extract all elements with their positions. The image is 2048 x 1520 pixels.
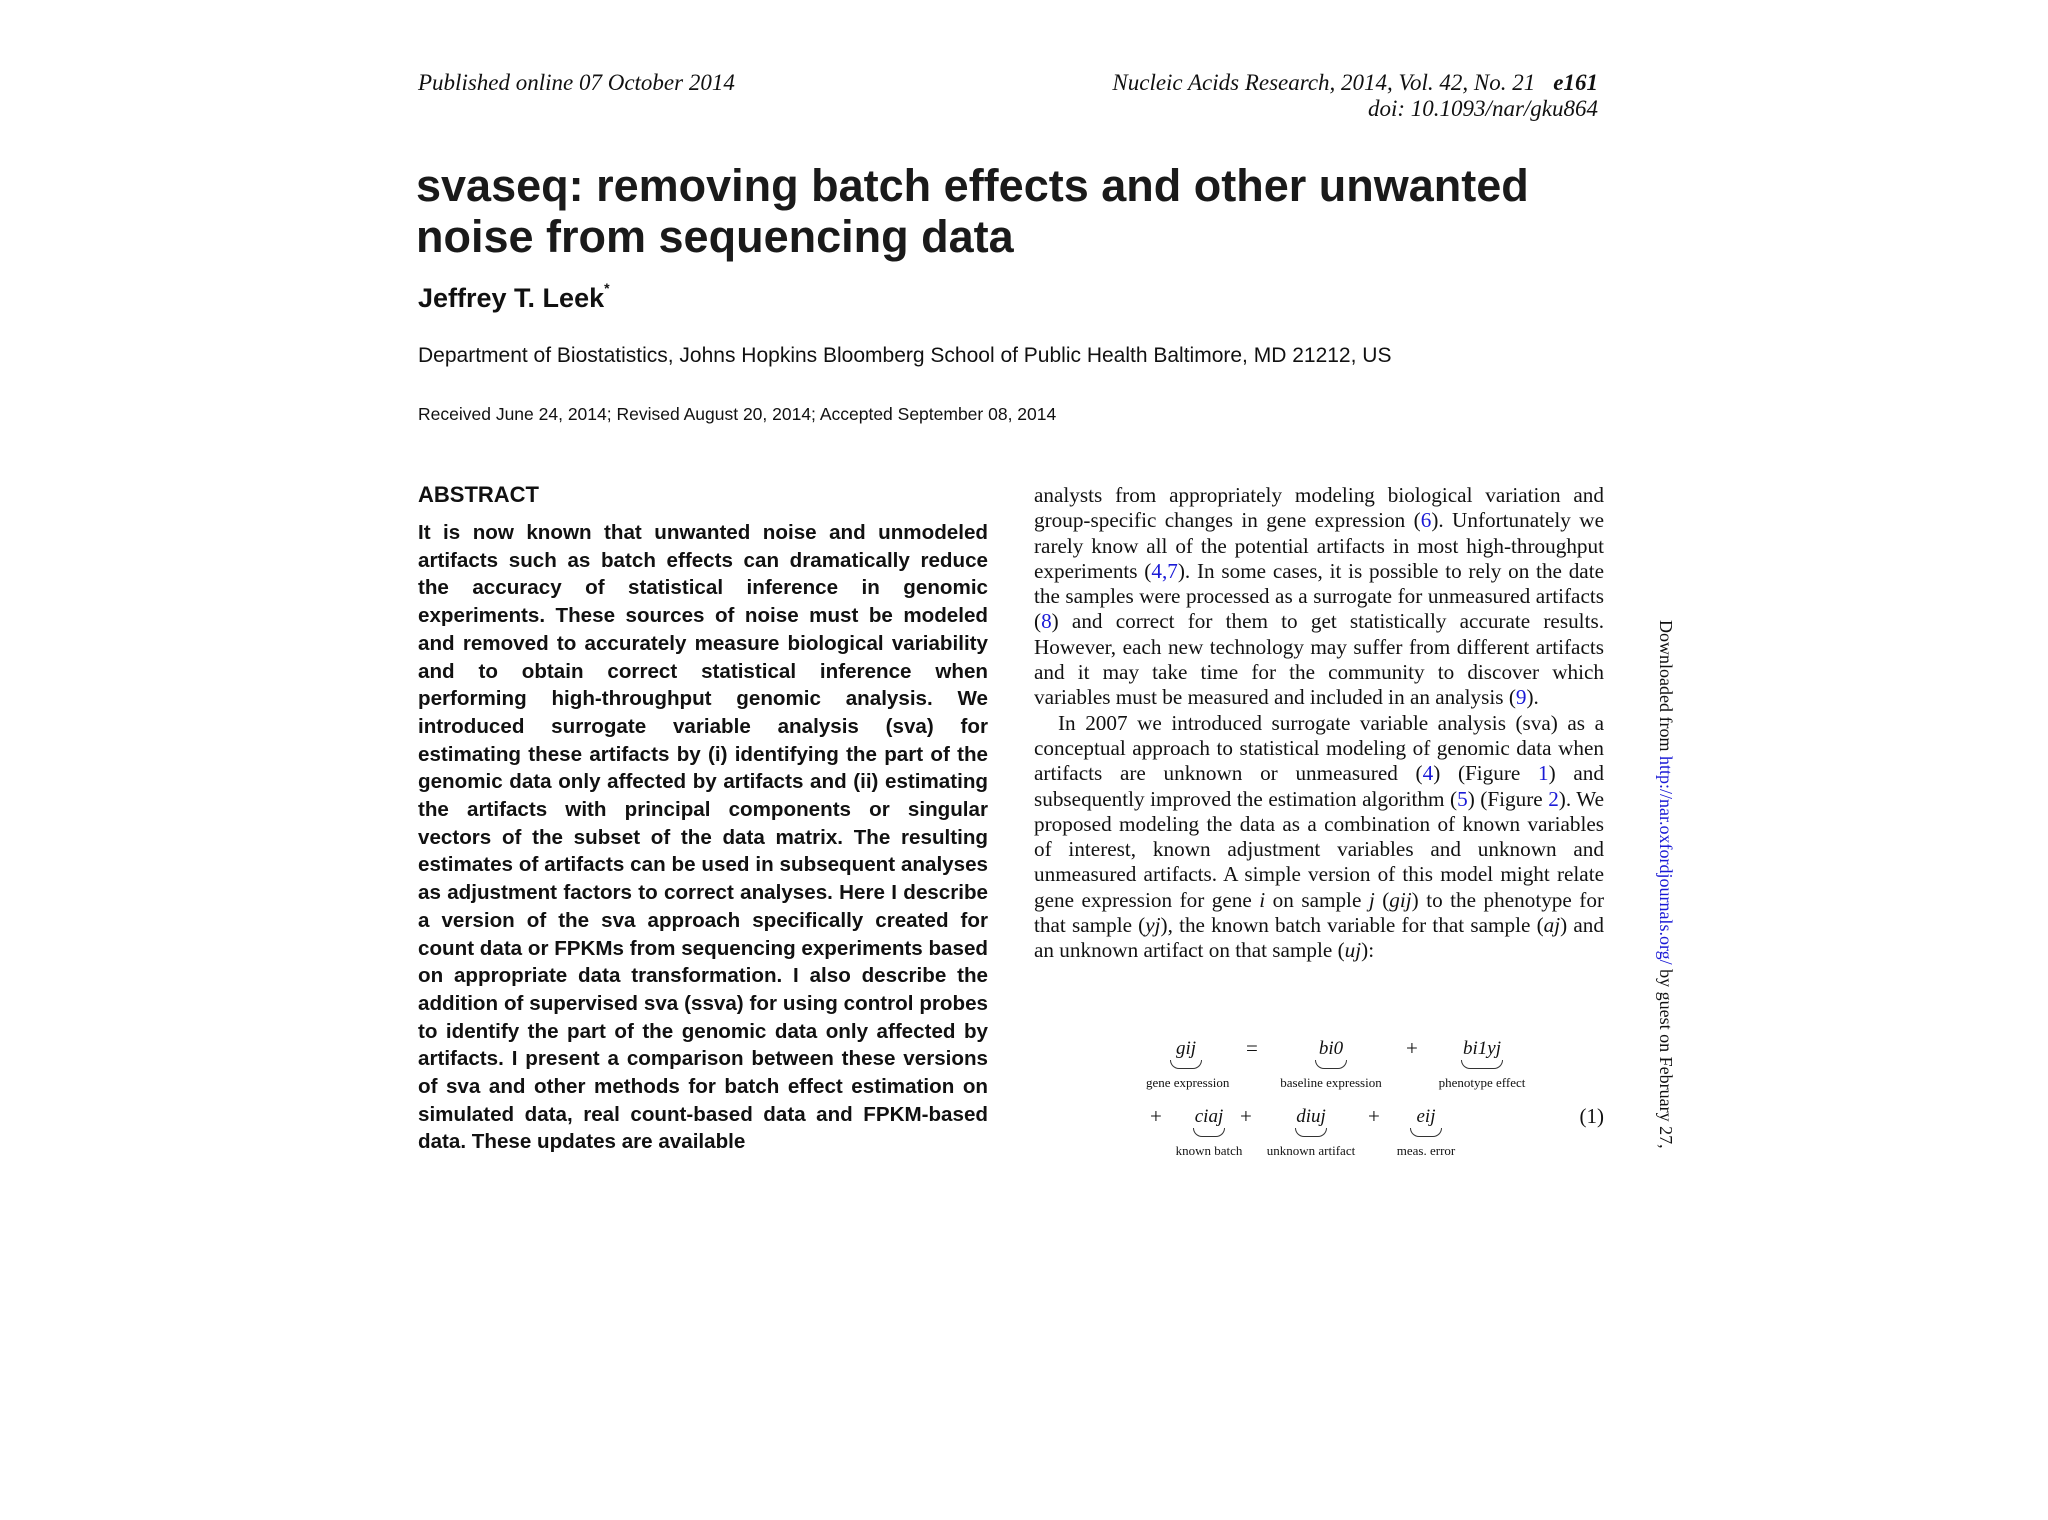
reference-link[interactable]: 4: [1422, 761, 1434, 786]
introduction-column: [1034, 483, 1604, 964]
figure-link[interactable]: 2: [1548, 786, 1559, 811]
underbrace: [1315, 1060, 1347, 1069]
plus-sign: +: [1406, 1036, 1418, 1060]
equation-term: [1266, 1038, 1396, 1091]
equation-symbol: diuj: [1296, 1106, 1326, 1127]
doi: doi: 10.1093/nar/gku864: [1368, 96, 1598, 121]
plus-sign: +: [1240, 1104, 1252, 1128]
equation-term: [1256, 1106, 1366, 1159]
equation-term: [1384, 1106, 1468, 1159]
equation-term: [1146, 1038, 1230, 1091]
equation-number: (1): [1579, 1104, 1604, 1128]
reference-link[interactable]: 6: [1420, 508, 1432, 533]
abstract-text: It is now known that unwanted noise and unmodeled artifacts such as batch effects can dramatically reduce the accuracy of statistical inference in genomic experiments. These sources of noise must be modeled and removed to accurately measure biological variability and to obtain correct statistical inference when performing high-throughput genomic analysis. We introduced surrogate variable analysis (sva) for estimating these artifacts by (i) identifying the part of the genomic data only affected by artifacts and (ii) estimating the artifacts with principal components or singular vectors of the subset of the data matrix. The resulting estimates of artifacts can be used in subsequent analyses as adjustment factors to correct analyses. Here I describe a version of the sva approach specifically created for count data or FPKMs from sequencing experiments based on appropriate data transformation. I also describe the addition of supervised sva (ssva) for using control probes to identify the part of the genomic data only affected by artifacts. I present a comparison between these versions of sva and other methods for batch effect estimation on simulated data, real count-based data and FPKM-based data. These updates are available: [418, 521, 988, 1152]
equation-term-label: meas. error: [1396, 1143, 1456, 1158]
affiliation: Department of Biostatistics, Johns Hopkins Bloomberg School of Public Health Baltimore, MD 21212, US: [418, 344, 1392, 367]
equals-sign: =: [1246, 1036, 1258, 1060]
journal-citation: [1112, 70, 1598, 96]
equation-term-label: phenotype effect: [1438, 1075, 1526, 1090]
author-name: Jeffrey T. Leek: [418, 283, 605, 313]
journal-url-link[interactable]: http://nar.oxfordjournals.org/: [1656, 755, 1676, 965]
equation-1: [1034, 1030, 1604, 1158]
abstract-heading: ABSTRACT: [418, 482, 539, 507]
equation-symbol: bi0: [1318, 1038, 1344, 1059]
figure-link[interactable]: 1: [1538, 761, 1549, 786]
equation-symbol: gij: [1175, 1038, 1197, 1059]
reference-link[interactable]: 5: [1457, 786, 1468, 811]
paper-title: svaseq: removing batch effects and other unwanted noise from sequencing data: [416, 160, 1529, 262]
underbrace: [1193, 1128, 1225, 1137]
author-mark: *: [604, 280, 610, 296]
intro-paragraph-2: In 2007 we introduced surrogate variable analysis (sva) as a conceptual approach to statistical modeling of genomic data when artifacts are unknown or unmeasured (4) (Figure 1) and subsequently improved the estimation algorithm (5) (Figure 2). We proposed modeling the data as a combination of known variables of interest, known adjustment variables and unknown and unmeasured artifacts. A simple version of this model might relate gene expression for gene i on sample j (gij) to the phenotype for that sample (yj), the known batch variable for that sample (aj) and an unknown artifact on that sample (uj):: [1034, 710, 1604, 963]
plus-sign: +: [1368, 1104, 1380, 1128]
reference-link[interactable]: 9: [1515, 685, 1527, 710]
equation-symbol: eij: [1416, 1106, 1436, 1127]
underbrace: [1170, 1060, 1202, 1069]
intro-paragraph-1: analysts from appropriately modeling biological variation and group-specific changes in gene expression (6). Unfortunately we rarely know all of the potential artifacts in most high-throughput experiments (4,7). In some cases, it is possible to rely on the date the samples were processed as a surrogate for unmeasured artifacts (8) and correct for them to get statistically accurate results. However, each new technology may suffer from different artifacts and it may take time for the community to discover which variables must be measured and included in an analysis (9).: [1034, 483, 1604, 710]
reference-link[interactable]: 8: [1041, 609, 1052, 634]
equation-term-label: known batch: [1175, 1143, 1243, 1158]
equation-term: [1422, 1038, 1542, 1091]
journal-name: Nucleic Acids Research, 2014, Vol. 42, No. 21: [1112, 70, 1536, 95]
underbrace: [1410, 1128, 1442, 1137]
author: [418, 280, 610, 314]
article-id: e161: [1553, 70, 1598, 95]
download-watermark: Downloaded from http://nar.oxfordjournals.org/ by guest on February 27,: [1656, 620, 1676, 1149]
underbrace: [1295, 1128, 1327, 1137]
equation-symbol: bi1yj: [1463, 1038, 1501, 1059]
underbrace: [1461, 1060, 1503, 1069]
equation-term-label: gene expression: [1146, 1075, 1230, 1090]
received-dates: Received June 24, 2014; Revised August 20, 2014; Accepted September 08, 2014: [418, 404, 1057, 424]
equation-term-label: baseline expression: [1280, 1075, 1382, 1090]
published-online-date: Published online 07 October 2014: [418, 70, 735, 95]
equation-term-label: unknown artifact: [1266, 1143, 1356, 1158]
reference-link[interactable]: 4,7: [1151, 558, 1178, 583]
plus-sign: +: [1150, 1104, 1162, 1128]
equation-symbol: ciaj: [1194, 1106, 1224, 1127]
